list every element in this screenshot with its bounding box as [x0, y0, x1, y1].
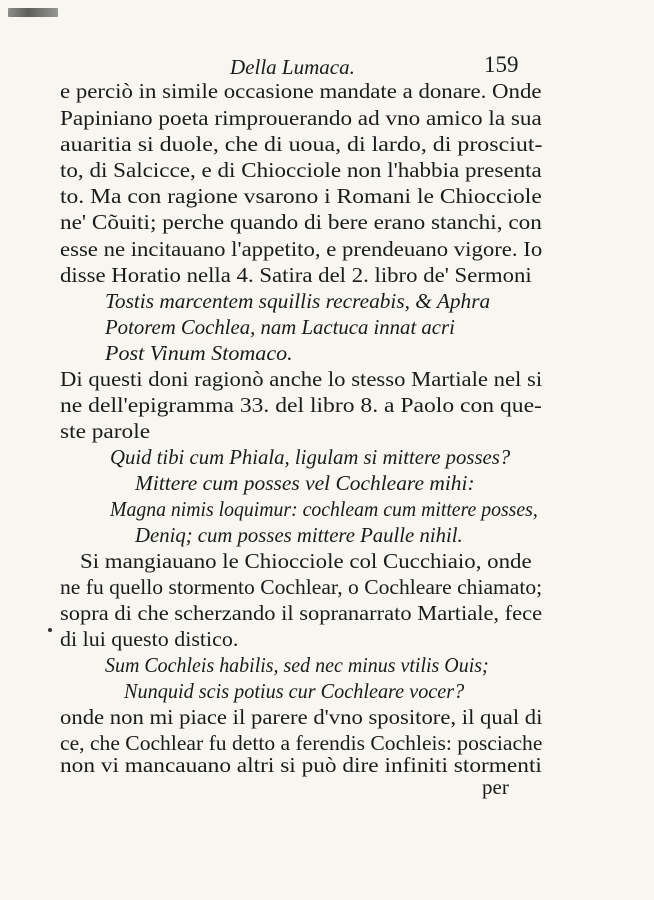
verse-line: Magna nimis loquimur: cochleam cum mittere posses,	[110, 497, 538, 521]
verse-line: Deniq; cum posses mittere Paulle nihil.	[135, 523, 463, 547]
text-line: to, di Salcicce, e di Chiocciole non l'habbia presenta	[60, 158, 542, 182]
text-line: non vi mancauano altri si può dire infiniti stormenti	[60, 753, 542, 777]
verse-line: Sum Cochleis habilis, sed nec minus vtilis Ouis;	[105, 653, 489, 677]
text-line: Di questi doni ragionò anche lo stesso Martiale nel si	[60, 367, 543, 391]
text-line: e perciò in simile occasione mandate a donare. Onde	[60, 79, 542, 103]
text-line: to. Ma con ragione vsarono i Romani le Chiocciole	[60, 184, 542, 208]
text-line: sopra di che scherzando il sopranarrato Martiale, fece	[60, 601, 543, 625]
margin-mark	[48, 628, 52, 632]
running-title: Della Lumaca.	[230, 55, 355, 79]
text-line: ne dell'epigramma 33. del libro 8. a Paolo con que-	[60, 393, 542, 417]
verse-line: Nunquid scis potius cur Cochleare vocer?	[124, 679, 465, 703]
verse-line: Tostis marcentem squillis recreabis, & Aphra	[105, 289, 491, 313]
page-number: 159	[484, 52, 519, 77]
text-line: Si mangiauano le Chiocciole col Cucchiaio, onde	[80, 549, 532, 573]
text-line: onde non mi piace il parere d'vno spositore, il qual di	[60, 705, 543, 729]
catchword: per	[482, 775, 509, 799]
text-line: disse Horatio nella 4. Satira del 2. libro de' Sermoni	[60, 263, 532, 287]
text-line: Papiniano poeta rimprouerando ad vno amico la sua	[60, 106, 542, 130]
verse-line: Potorem Cochlea, nam Lactuca innat acri	[105, 315, 455, 339]
text-line: ste parole	[60, 419, 151, 443]
verse-line: Quid tibi cum Phiala, ligulam si mittere posses?	[110, 445, 511, 469]
text-line: ce, che Cochlear fu detto a ferendis Cochleis: posciache	[60, 731, 543, 755]
text-line: ne' Cõuiti; perche quando di bere erano stanchi, con	[60, 210, 542, 234]
ink-blot	[8, 8, 58, 17]
verse-line: Post Vinum Stomaco.	[105, 341, 293, 365]
text-line: esse ne incitauano l'appetito, e prendeuano vigore. Io	[60, 237, 543, 261]
verse-line: Mittere cum posses vel Cochleare mihi:	[135, 471, 475, 495]
text-line: di lui questo distico.	[60, 627, 239, 651]
text-line: auaritia si duole, che di uoua, di lardo, di prosciut-	[60, 132, 543, 156]
text-line: ne fu quello stormento Cochlear, o Cochleare chiamato;	[60, 575, 543, 599]
